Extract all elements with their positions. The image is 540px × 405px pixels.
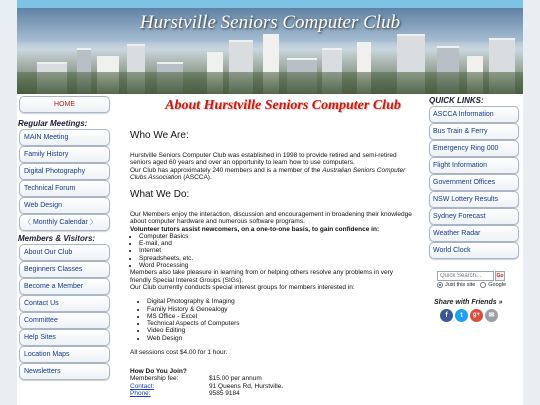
share-heading: Share with Friends » xyxy=(434,299,503,306)
radio-just-this-site[interactable] xyxy=(437,282,443,288)
nav-committee[interactable]: Committee xyxy=(19,312,110,329)
what-paragraph-1: Our Members enjoy the interaction, discussion and encouragement in broadening their knowledge about computer hardware and numerous software programs. xyxy=(130,211,412,226)
list-item: • E-mail, and xyxy=(139,240,415,247)
what-paragraph-2: Volunteer tutors assist newcomers, on a one-to-one basis, to gain confidence in: xyxy=(130,225,380,233)
list-item: • Computer Basics xyxy=(139,233,415,240)
what-we-do-text xyxy=(130,211,415,356)
nav-web-design[interactable]: Web Design xyxy=(19,197,110,214)
home-button[interactable]: HOME xyxy=(19,96,110,113)
radio-google[interactable] xyxy=(480,282,486,288)
quick-link-nsw-lottery[interactable]: NSW Lottery Results xyxy=(429,191,519,208)
nav-location-maps[interactable]: Location Maps xyxy=(19,346,110,363)
quick-links-sidebar xyxy=(429,96,523,319)
list-item: • Technical Aspects of Computers xyxy=(147,320,415,327)
monthly-calendar-control[interactable] xyxy=(19,214,110,231)
quick-link-weather-radar[interactable]: Weather Radar xyxy=(429,225,519,242)
join-row-phone xyxy=(130,390,415,397)
nav-about-our-club[interactable]: About Our Club xyxy=(19,244,110,261)
banner-title: Hurstville Seniors Computer Club xyxy=(139,12,401,33)
page xyxy=(17,0,523,405)
twitter-icon[interactable]: t xyxy=(455,309,468,322)
join-value: $15.00 per annum xyxy=(209,375,262,383)
phone-link[interactable]: Phone: xyxy=(130,389,151,397)
nav-family-history[interactable]: Family History xyxy=(19,146,110,163)
who-we-are-text xyxy=(130,152,415,181)
list-item: • Family History & Genealogy xyxy=(147,306,415,313)
calendar-next-icon[interactable]: 〉 xyxy=(89,219,97,226)
nav-technical-forum[interactable]: Technical Forum xyxy=(19,180,110,197)
quick-link-emergency[interactable]: Emergency Ring 000 xyxy=(429,140,519,157)
sig-list xyxy=(130,298,415,342)
list-item: • Web Design xyxy=(147,335,415,342)
monthly-calendar-label: Monthly Calendar xyxy=(32,219,88,226)
google-plus-icon[interactable]: g+ xyxy=(470,309,483,322)
who-we-are-heading: Who We Are: xyxy=(130,130,189,141)
left-sidebar xyxy=(17,96,113,380)
list-item: • Spreadsheets, etc. xyxy=(139,255,415,262)
basics-list xyxy=(130,233,415,269)
join-row-contact xyxy=(130,383,415,390)
nav-digital-photography[interactable]: Digital Photography xyxy=(19,163,110,180)
search-input[interactable] xyxy=(437,271,494,281)
join-label: Membership fee: xyxy=(130,375,179,383)
join-row-fee xyxy=(130,375,415,382)
nav-main-meeting[interactable]: MAIN Meeting xyxy=(19,129,110,146)
what-we-do-heading: What We Do: xyxy=(130,189,190,200)
members-visitors-heading: Members & Visitors: xyxy=(18,234,96,243)
quick-link-sydney-forecast[interactable]: Sydney Forecast xyxy=(429,208,519,225)
list-item: • Internet xyxy=(139,247,415,254)
quick-link-bus-train-ferry[interactable]: Bus Train & Ferry xyxy=(429,123,519,140)
radio-label-google: Google xyxy=(488,282,507,288)
nav-newsletters[interactable]: Newsletters xyxy=(19,363,110,380)
nav-beginners-classes[interactable]: Beginners Classes xyxy=(19,261,110,278)
list-item: • Digital Photography & Imaging xyxy=(147,298,415,305)
radio-label-site: Just this site xyxy=(445,282,476,288)
calendar-prev-icon[interactable]: 〈 xyxy=(24,219,31,226)
join-value: 9585 9184 xyxy=(209,389,240,397)
quick-links-heading: QUICK LINKS: xyxy=(429,96,484,105)
regular-meetings-heading: Regular Meetings: xyxy=(18,119,88,128)
page-title: About Hurstville Seniors Computer Club xyxy=(165,98,401,113)
quick-link-flight-information[interactable]: Flight Information xyxy=(429,157,519,174)
join-value: 91 Queens Rd, Hurstville. xyxy=(209,382,284,390)
contact-link[interactable]: Contact: xyxy=(130,382,155,390)
header-banner xyxy=(17,8,523,94)
list-item: • Video Editing xyxy=(147,327,415,334)
quick-search xyxy=(437,271,505,281)
facebook-icon[interactable]: f xyxy=(440,309,453,322)
search-scope xyxy=(437,282,506,288)
email-icon[interactable]: ✉ xyxy=(485,309,498,322)
list-item: • MS Office - Excel xyxy=(147,313,415,320)
what-paragraph-3: Members also take pleasure in learning from or helping others resolve any problems in very friendly Special Interest Groups (SIGs). xyxy=(130,269,394,284)
search-go-button[interactable]: Go xyxy=(496,273,504,279)
quick-link-government-offices[interactable]: Government Offices xyxy=(429,174,519,191)
nav-help-sites[interactable]: Help Sites xyxy=(19,329,110,346)
top-accent-bar xyxy=(17,0,523,8)
what-paragraph-4: Our Club currently conducts special interest groups for members interested in: xyxy=(130,283,355,291)
nav-contact-us[interactable]: Contact Us xyxy=(19,295,110,312)
list-item: • Word Processing xyxy=(139,262,415,269)
join-section xyxy=(130,368,415,397)
nav-become-a-member[interactable]: Become a Member xyxy=(19,278,110,295)
quick-link-world-clock[interactable]: World Clock xyxy=(429,242,519,259)
who-paragraph-2: Our Club has approximately 240 members and is a member of the Australian Seniors Computer Clubs Association (ASCCA). xyxy=(130,166,406,181)
sessions-cost: All sessions cost $4.00 for 1 hour. xyxy=(130,349,228,357)
quick-link-ascca[interactable]: ASCCA Information xyxy=(429,106,519,123)
join-heading: How Do You Join? xyxy=(130,368,187,375)
who-paragraph-1: Hurstville Seniors Computer Club was established in 1998 to provide retired and semi-retired seniors aged 60 years and over an opportunity to learn how to use computers. xyxy=(130,152,397,167)
